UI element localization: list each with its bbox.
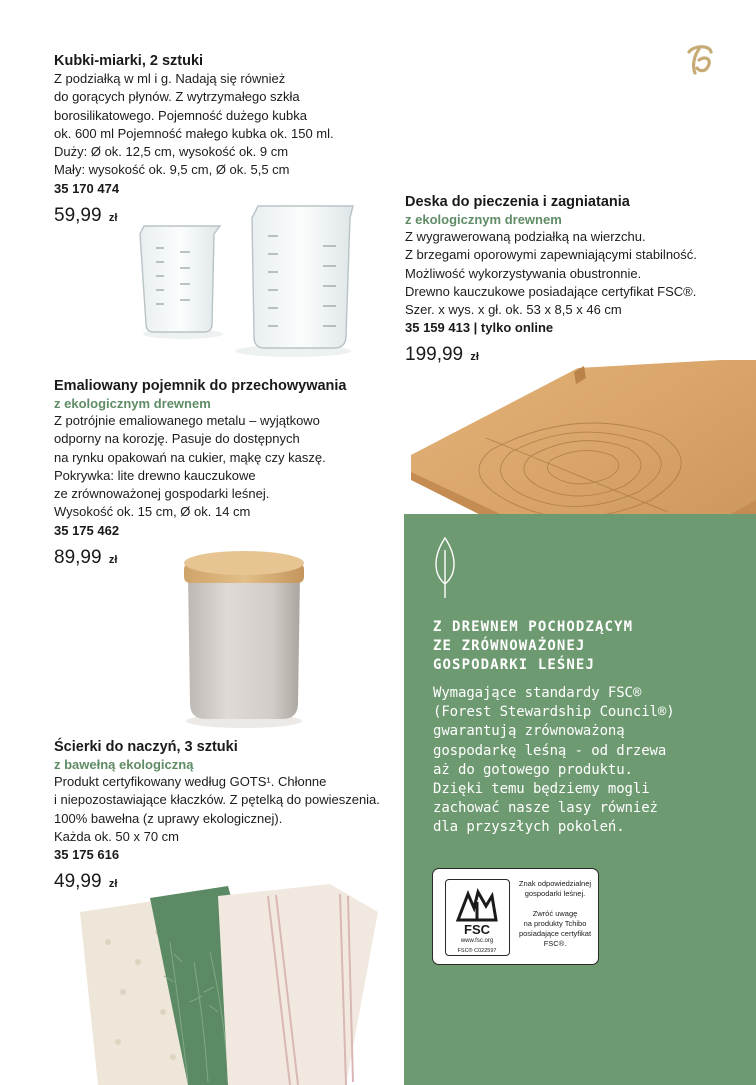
product-tea-towels	[54, 738, 399, 896]
product-price: 59,99 zł	[54, 204, 118, 226]
fsc-note: Znak odpowiedzialnej gospodarki leśnej. Zwróć uwagę na produkty Tchibo posiadające certyfikat FSC®.	[518, 879, 592, 948]
fsc-certificate-box	[432, 868, 599, 965]
product-title: Emaliowany pojemnik do przechowywania	[54, 378, 347, 394]
product-title: Ścierki do naczyń, 3 sztuki	[54, 739, 238, 755]
panel-heading: Z DREWNEM POCHODZĄCYM ZE ZRÓWNOWAŻONEJ GOSPODARKI LEŚNEJ	[433, 619, 634, 673]
product-title: Deska do pieczenia i zagniatania	[405, 194, 630, 210]
product-description: Z podziałką w ml i g. Nadają się również do gorących płynów. Z wytrzymałego szkła borosilikatowego. Pojemność dużego kubka ok. 600 ml Pojemność małego kubka ok. 150 ml. Duży: Ø ok. 12,5 cm, wysokość ok. 9 cm Mały: wysokość ok. 9,5 cm, Ø ok. 5,5 cm	[54, 71, 334, 178]
leaf-icon	[430, 536, 460, 600]
fsc-url: www.fsc.org	[460, 938, 494, 944]
product-sku: 35 170 474	[54, 180, 120, 196]
panel-body-text: Wymagające standardy FSC® (Forest Stewardship Council®) gwarantują zrównoważoną gospodarkę leśną - od drzewa aż do gotowego produktu. Dzięki temu będziemy mogli zachować nasze lasy również dla przyszłych pokoleń.	[433, 685, 675, 836]
enamel-container-image	[174, 545, 314, 730]
eco-badge-text: z bawełną ekologiczną	[54, 757, 194, 772]
product-sku: 35 175 462	[54, 522, 120, 538]
tchibo-coffee-bean-logo-icon	[680, 40, 718, 78]
product-price: 199,99 zł	[405, 344, 479, 366]
product-description: Z potrójnie emaliowanego metalu – wyjątkowo odporny na korozję. Pasuje do dostępnych na rynku opakowań na cukier, mąkę czy kaszę. Pokrywka: lite drewno kauczukowe ze zrównoważonej gospodarki leśnej. Wysokość ok. 15 cm, Ø ok. 14 cm	[54, 413, 326, 520]
tea-towels-image	[78, 882, 390, 1085]
product-enamel-container	[54, 377, 399, 572]
product-description: Produkt certyfikowany według GOTS¹. Chłonne i niepozostawiające kłaczków. Z pętelką do powieszenia. 100% bawełna (z uprawy ekologicznej). Każda ok. 50 x 70 cm	[54, 774, 380, 844]
product-sku: 35 159 413 | tylko online	[405, 320, 554, 336]
eco-badge-text: z ekologicznym drewnem	[54, 396, 211, 411]
product-baking-board	[405, 193, 750, 369]
product-title: Kubki-miarki, 2 sztuki	[54, 53, 204, 69]
fsc-badge	[445, 879, 510, 956]
fsc-license: FSC® C022597	[457, 948, 497, 954]
fsc-badge-name: FSC	[464, 922, 490, 937]
product-price: 89,99 zł	[54, 546, 118, 568]
product-price: 49,99 zł	[54, 871, 118, 893]
measuring-cups-image	[128, 196, 368, 358]
fsc-tree-logo-icon	[446, 880, 508, 954]
product-sku: 35 175 616	[54, 847, 120, 863]
fsc-info-panel	[404, 514, 756, 1085]
eco-badge-text: z ekologicznym drewnem	[405, 212, 562, 227]
product-description: Z wygrawerowaną podziałką na wierzchu. Z brzegami oporowymi zapewniającymi stabilność. Możliwość wykorzystywania obustronnie. Drewno kauczukowe posiadające certyfikat FSC®. Szer. x wys. x gł. ok. 53 x 8,5 x 46 cm	[405, 229, 697, 318]
